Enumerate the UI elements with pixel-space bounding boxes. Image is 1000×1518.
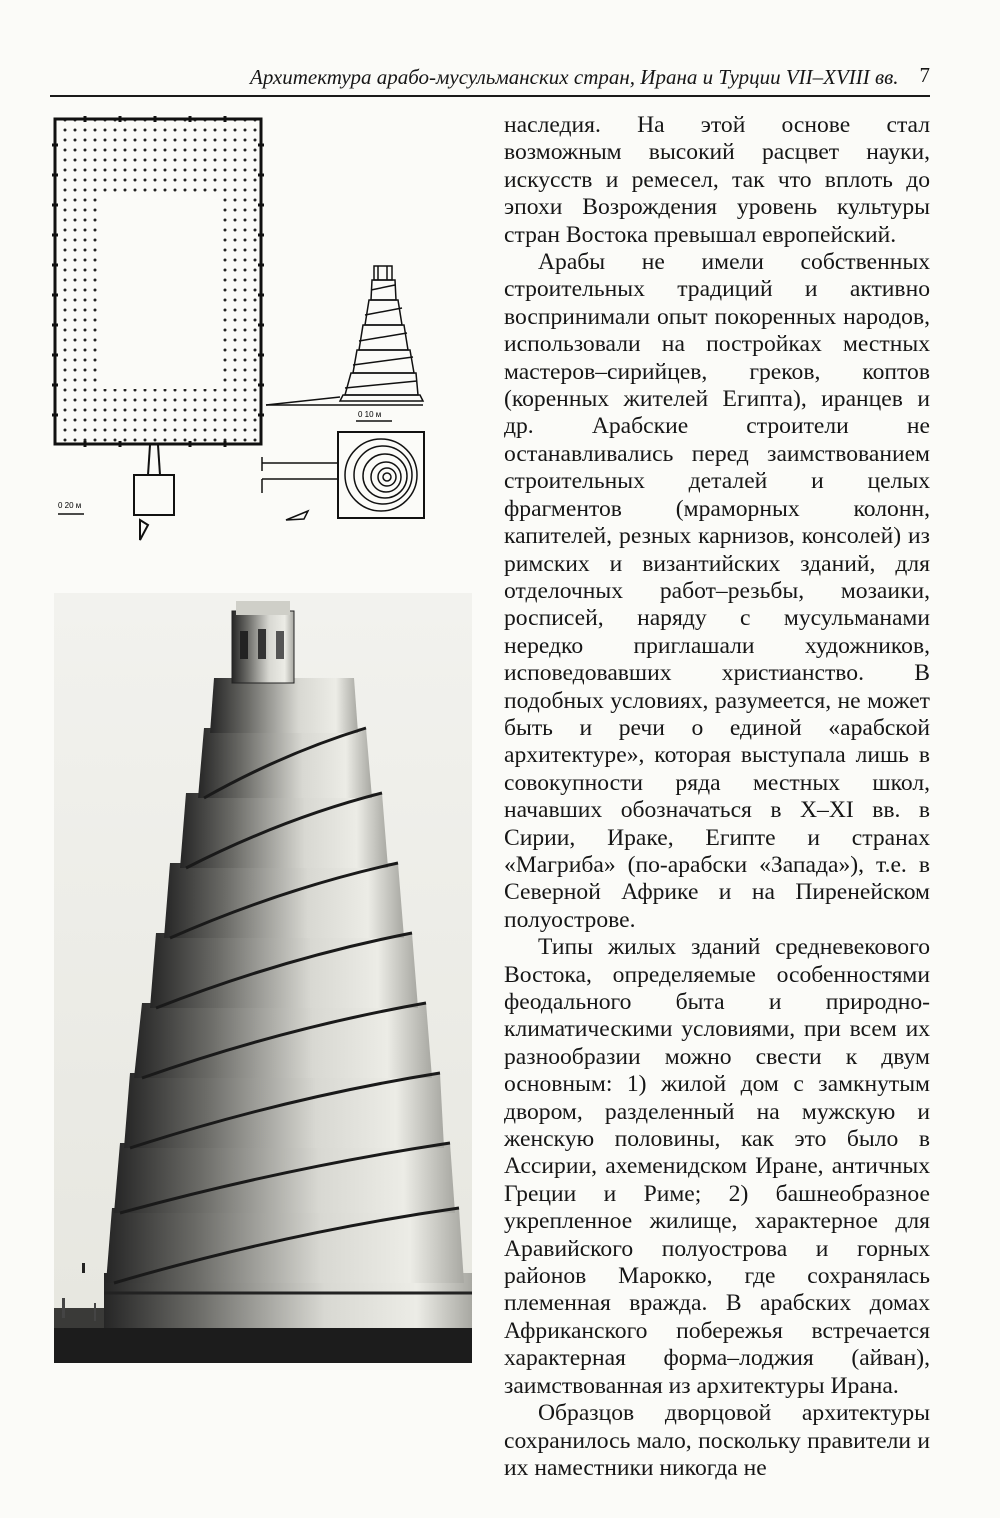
mosque-outer-wall [52,116,264,447]
passage-plan [134,445,174,540]
body-text-column [504,112,930,1482]
svg-text:0 20 м: 0 20 м [58,501,82,510]
minaret-plan [262,432,424,520]
figures-column [40,105,490,1375]
mosque-plan-drawing [40,105,480,565]
plan-scale-bar [58,501,84,514]
paragraph-2: Арабы не имели собственных строительных традиций и активно воспринимали опыт покоренных народов, использовали на постройках местных мастеров–сирийцев, греков, коптов (коренных жителей Египта), иранцев и др. Арабские строители не останавливались перед заимствованием строительных деталей и целых фрагментов (мраморных колонн, капителей, резных карнизов, консолей) из римских и византийских зданий, для отделочных работ–резьбы, мозаики, росписей, наряду с мусульманами нередко приглашали художников, исповедовавших христианство. В подобных условиях, разумеется, не может быть и речи о единой «арабской архитектуре», которая выступала лишь в совокупности ряда местных школ, начавших обозначаться в X–XI вв. в Сирии, Ираке, Египте и странах «Магриба» (по-арабски «Запада»), т.е. в Северной Африке и на Пиренейском полуострове. [504,249,930,933]
paragraph-3: Типы жилых зданий средневекового Востока, определяемые особенностями феодального быта и природно-климатическими условиями, при всем их разнообразии можно свести к двум основным: 1) жилой дом с замкнутым двором, разделенный на мужскую и женскую половины, как это было в Ассирии, ахеменидском Иране, античных Греции и Риме; 2) башнеобразное укрепленное жилище, характерное для Аравийского полуострова и горных районов Марокко, где сохранялась племенная вражда. В арабских домах Африканского побережья встречается характерная форма–лоджия (айван), заимствованная из архитектуры Ирана. [504,934,930,1399]
minaret-elevation [266,266,423,405]
svg-text:0 10 м: 0 10 м [358,410,382,419]
running-header [50,60,930,94]
spiral-minaret-photo [54,593,472,1363]
page-number: 7 [919,63,930,87]
paragraph-1: наследия. На этой основе стал возможным высокий расцвет науки, искусств и ремесел, так что вплоть до эпохи Возрождения уровень культуры стран Востока превышал европейский. [504,112,930,248]
running-title: Архитектура арабо-мусульманских стран, Ирана и Турции VII–XVIII вв. [250,65,899,89]
header-rule [50,95,930,97]
paragraph-4: Образцов дворцовой архитектуры сохранилось мало, поскольку правители и их наместники никогда не [504,1400,930,1481]
minaret-scale-bar [356,410,392,421]
